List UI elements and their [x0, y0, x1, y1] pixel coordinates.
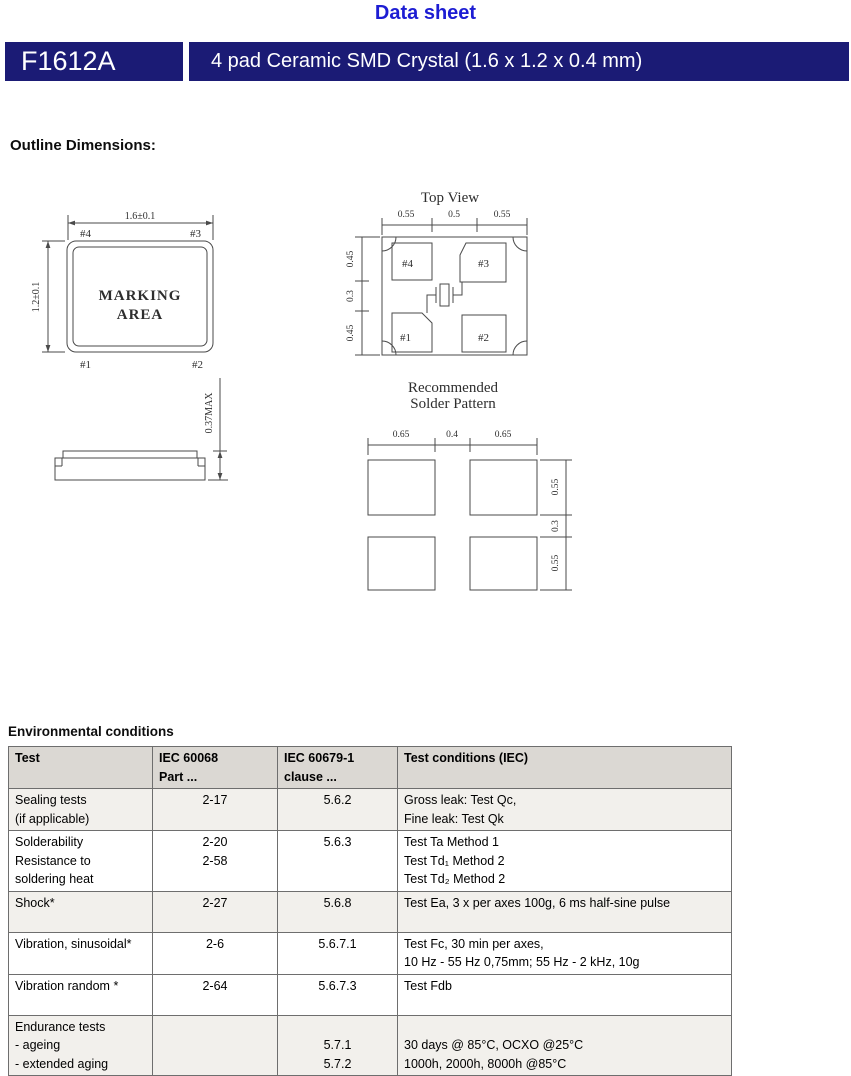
- table-cell: [398, 789, 732, 831]
- solder-hdim-1: 0.65: [392, 430, 410, 440]
- cell-line: 2-64: [202, 978, 228, 993]
- cell-line: 2-20: [202, 835, 228, 849]
- table-cell: [278, 1015, 398, 1076]
- cell-line: Resistance to: [15, 853, 91, 868]
- cell-line: soldering heat: [15, 872, 94, 886]
- cell-line: - ageing: [15, 1038, 61, 1052]
- topview-vdim-1: 0.45: [346, 250, 356, 268]
- cell-line: Test Fc, 30 min per axes,: [404, 936, 544, 951]
- cell-line: 2-27: [202, 895, 228, 910]
- cell-line: 5.6.3: [323, 835, 352, 849]
- table-row: [9, 831, 732, 892]
- cell-line: Endurance tests: [15, 1019, 106, 1034]
- side-height-dim: 0.37MAX: [204, 392, 215, 434]
- cell-line: 1000h, 2000h, 8000h @85°C: [404, 1056, 567, 1071]
- table-row: [9, 891, 732, 932]
- cell-line: IEC 60068: [159, 751, 219, 765]
- cell-line: 30 days @ 85°C, OCXO @25°C: [404, 1038, 584, 1052]
- table-row: [9, 932, 732, 974]
- cell-line: 10 Hz - 55 Hz 0,75mm; 55 Hz - 2 kHz, 10g: [404, 955, 640, 969]
- cell-line: Test conditions (IEC): [404, 751, 529, 765]
- cell-line: 5.6.7.1: [318, 936, 357, 951]
- environmental-conditions-heading: Environmental conditions: [8, 724, 174, 739]
- column-header-1: [153, 747, 278, 789]
- table-cell: [278, 974, 398, 1015]
- cell-line: Test Td₁ Method 2: [404, 853, 505, 868]
- topview-vdim-2: 0.3: [346, 290, 356, 302]
- cell-line: Shock*: [15, 895, 55, 910]
- cell-line: [284, 1018, 391, 1037]
- cell-line: IEC 60679-1: [284, 751, 355, 765]
- cell-line: Gross leak: Test Qc,: [404, 793, 517, 807]
- cell-line: Test: [15, 751, 40, 765]
- cell-line: (if applicable): [15, 811, 90, 826]
- top-view-title: Top View: [420, 190, 480, 206]
- column-header-0: [9, 747, 153, 789]
- column-header-3: [398, 747, 732, 789]
- marking-width-dim: 1.6±0.1: [124, 211, 156, 222]
- solder-vdim-2: 0.3: [551, 520, 561, 532]
- table-body: [9, 789, 732, 1076]
- topview-pad2-label: #2: [478, 332, 489, 344]
- top-view-and-solder-pattern-drawing: [340, 185, 600, 610]
- table-cell: [278, 891, 398, 932]
- solder-vdim-3: 0.55: [551, 554, 561, 572]
- cell-line: Test Td₂ Method 2: [404, 872, 506, 886]
- table-cell: [153, 974, 278, 1015]
- solder-pattern-title-line1: Recommended: [408, 380, 498, 396]
- table-cell: [398, 932, 732, 974]
- marking-and-side-view-drawing: [30, 195, 260, 495]
- cell-line: 5.6.2: [323, 793, 352, 807]
- solder-hdim-2: 0.4: [446, 430, 458, 440]
- pad1-label: #1: [80, 359, 91, 371]
- part-description: 4 pad Ceramic SMD Crystal (1.6 x 1.2 x 0.4 mm): [211, 50, 643, 72]
- topview-hdim-1: 0.55: [397, 210, 415, 220]
- solder-vdim-1: 0.55: [551, 478, 561, 496]
- table-cell: [278, 789, 398, 831]
- cell-line: [404, 1018, 725, 1037]
- marking-area-line1: MARKING: [98, 288, 182, 304]
- outline-dimensions-heading: Outline Dimensions:: [10, 137, 156, 154]
- solder-hdim-3: 0.65: [494, 430, 512, 440]
- table-cell: [153, 789, 278, 831]
- table-cell: [398, 831, 732, 892]
- cell-line: Vibration, sinusoidal*: [15, 936, 132, 951]
- table-cell: [398, 974, 732, 1015]
- pad3-label: #3: [190, 228, 201, 240]
- pad2-label: #2: [192, 359, 203, 371]
- pad4-label: #4: [80, 228, 91, 240]
- table-cell: [9, 831, 153, 892]
- table-cell: [9, 891, 153, 932]
- cell-line: Test Fdb: [404, 978, 452, 993]
- cell-line: 5.6.7.3: [318, 978, 357, 993]
- page-title: Data sheet: [374, 2, 477, 24]
- table-row: [9, 789, 732, 831]
- solder-pattern-title-line2: Solder Pattern: [410, 396, 496, 412]
- table-cell: [9, 932, 153, 974]
- cell-line: 2-58: [202, 853, 228, 868]
- cell-line: 2-6: [205, 936, 225, 951]
- part-description-box: [189, 42, 849, 81]
- table-cell: [9, 1015, 153, 1076]
- cell-line: [159, 1018, 271, 1037]
- topview-pad1-label: #1: [400, 332, 411, 344]
- cell-line: 5.7.2: [323, 1056, 352, 1071]
- table-head: [9, 747, 732, 789]
- table-cell: [9, 974, 153, 1015]
- table-cell: [278, 932, 398, 974]
- table-cell: [153, 932, 278, 974]
- part-number-box: [5, 42, 183, 81]
- cell-line: Solderability: [15, 835, 84, 849]
- cell-line: clause ...: [284, 769, 337, 784]
- table-row: [9, 974, 732, 1015]
- table-cell: [153, 831, 278, 892]
- cell-line: Part ...: [159, 769, 198, 784]
- table-cell: [153, 1015, 278, 1076]
- cell-line: Test Ta Method 1: [404, 835, 499, 849]
- topview-hdim-3: 0.55: [493, 210, 511, 220]
- topview-pad4-label: #4: [402, 258, 413, 270]
- cell-line: Sealing tests: [15, 793, 87, 807]
- table-header-row: [9, 747, 732, 789]
- topview-hdim-2: 0.5: [448, 210, 460, 220]
- column-header-2: [278, 747, 398, 789]
- table-cell: [278, 831, 398, 892]
- cell-line: Vibration random *: [15, 978, 119, 993]
- topview-pad3-label: #3: [478, 258, 489, 270]
- cell-line: 5.7.1: [323, 1038, 352, 1052]
- marking-area-line2: AREA: [116, 307, 164, 323]
- part-number: F1612A: [21, 46, 116, 76]
- cell-line: 2-17: [202, 793, 228, 807]
- cell-line: Fine leak: Test Qk: [404, 811, 504, 826]
- table-cell: [398, 891, 732, 932]
- environmental-conditions-table: [8, 746, 732, 1076]
- marking-height-dim: 1.2±0.1: [31, 281, 42, 313]
- table-cell: [398, 1015, 732, 1076]
- topview-vdim-3: 0.45: [346, 324, 356, 342]
- cell-line: 5.6.8: [323, 895, 352, 910]
- cell-line: Test Ea, 3 x per axes 100g, 6 ms half-sine pulse: [404, 895, 671, 910]
- table-cell: [9, 789, 153, 831]
- table-row: [9, 1015, 732, 1076]
- cell-line: - extended aging: [15, 1056, 109, 1071]
- table-cell: [153, 891, 278, 932]
